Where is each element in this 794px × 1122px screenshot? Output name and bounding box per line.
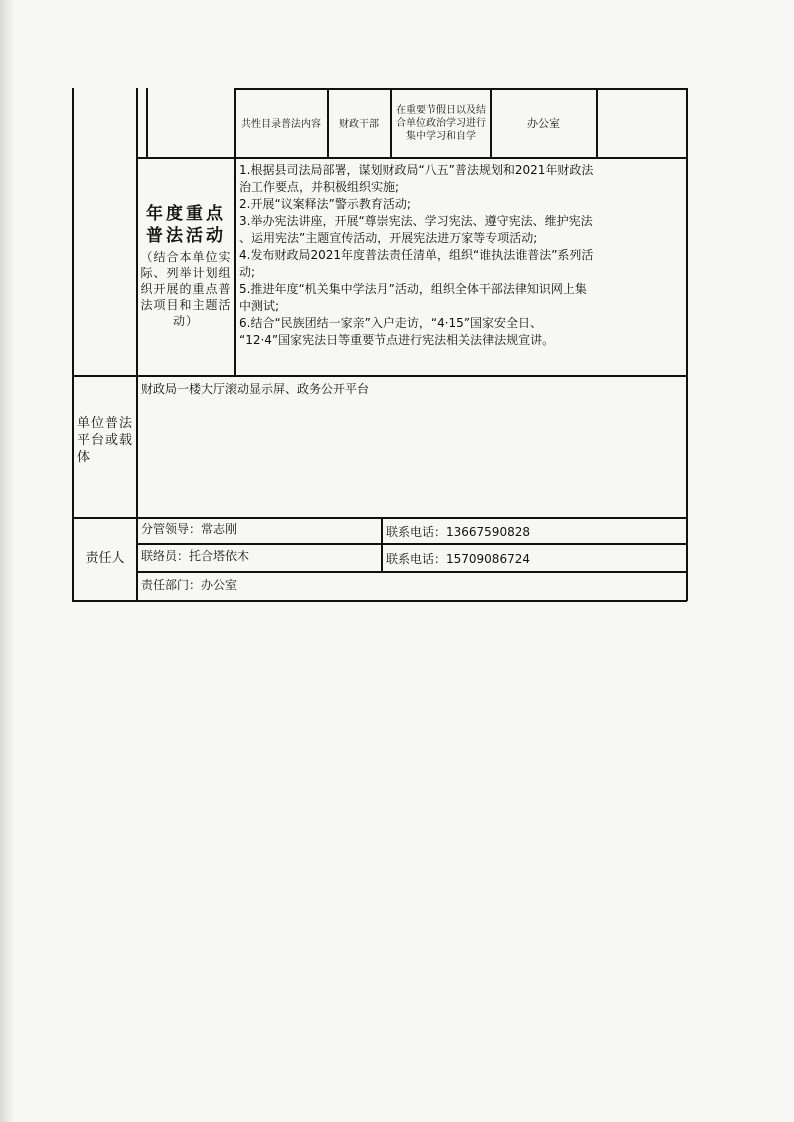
liaison-phone-cell bbox=[386, 551, 682, 567]
activity-line: 治工作要点，并积极组织实施; bbox=[239, 180, 400, 194]
table-col-line bbox=[234, 157, 236, 376]
content-text: 共性目录普法内容 bbox=[241, 118, 321, 130]
table-row-line bbox=[72, 517, 687, 519]
timing-cell bbox=[395, 92, 487, 154]
activity-line: 1.根据县司法局部署，谋划财政局“八五”普法规划和2021年财政法 bbox=[239, 163, 594, 177]
table-col-line bbox=[234, 88, 236, 158]
timing-text: 在重要节假日以及结合单位政治学习进行集中学习和自学 bbox=[396, 104, 486, 142]
activity-line: 3.举办宪法讲座，开展“尊崇宪法、学习宪法、遵守宪法、维护宪法 bbox=[239, 214, 593, 228]
table-row-line bbox=[136, 543, 687, 545]
table-top-line bbox=[234, 88, 686, 90]
responsible-department-text: 责任部门：办公室 bbox=[141, 578, 238, 592]
table-row-line bbox=[72, 375, 687, 377]
leader-text: 分管领导：常志刚 bbox=[141, 522, 238, 536]
table-row-line bbox=[136, 571, 687, 573]
activity-line: 中测试; bbox=[239, 299, 280, 313]
leader-phone-text: 联系电话：13667590828 bbox=[386, 525, 530, 539]
leader-phone-cell bbox=[386, 524, 682, 540]
annual-activities bbox=[239, 162, 685, 349]
extra-cell bbox=[598, 95, 684, 153]
department-text: 办公室 bbox=[527, 117, 560, 130]
annual-heading-cell bbox=[139, 203, 233, 329]
responsible-label: 责任人 bbox=[85, 551, 125, 566]
target-cell bbox=[329, 95, 389, 153]
table-bottom-line bbox=[72, 600, 687, 602]
activity-line: 5.推进年度“机关集中学法月”活动，组织全体干部法律知识网上集 bbox=[239, 282, 587, 296]
annual-subnote: （结合本单位实际、列举计划组织开展的重点普法项目和主题活动） bbox=[140, 250, 232, 328]
department-row-cell bbox=[141, 577, 641, 593]
table-col-line bbox=[390, 88, 392, 158]
table-col-separator bbox=[136, 88, 138, 601]
table-col-line bbox=[381, 517, 383, 572]
activity-line: “12·4”国家宪法日等重要节点进行宪法相关法律法规宣讲。 bbox=[239, 333, 555, 347]
table-col-line bbox=[146, 88, 148, 158]
activity-line: 动; bbox=[239, 265, 256, 279]
department-cell bbox=[492, 95, 595, 153]
activity-line: 、运用宪法”主题宣传活动，开展宪法进万家等专项活动; bbox=[239, 231, 538, 245]
table-border-right bbox=[686, 88, 688, 601]
liaison-phone-text: 联系电话：15709086724 bbox=[386, 552, 530, 566]
annual-heading: 年度重点普法活动 bbox=[146, 204, 226, 246]
table-row-line bbox=[136, 157, 687, 159]
liaison-cell bbox=[141, 548, 377, 564]
activity-line: 6.结合“民族团结一家亲”入户走访，“4·15”国家安全日、 bbox=[239, 316, 543, 330]
activity-line: 2.开展“议案释法”警示教育活动; bbox=[239, 197, 411, 211]
leader-cell bbox=[141, 521, 377, 537]
scan-page-edge bbox=[0, 0, 14, 1122]
platform-value: 财政局一楼大厅滚动显示屏、政务公开平台 bbox=[141, 382, 370, 396]
platform-label: 单位普法平台或载体 bbox=[77, 416, 134, 465]
liaison-text: 联络员：托合塔依木 bbox=[141, 549, 250, 563]
activity-line: 4.发布财政局2021年度普法责任清单，组织“谁执法谁普法”系列活 bbox=[239, 248, 594, 262]
content-cell bbox=[240, 95, 322, 153]
target-text: 财政干部 bbox=[339, 118, 379, 130]
